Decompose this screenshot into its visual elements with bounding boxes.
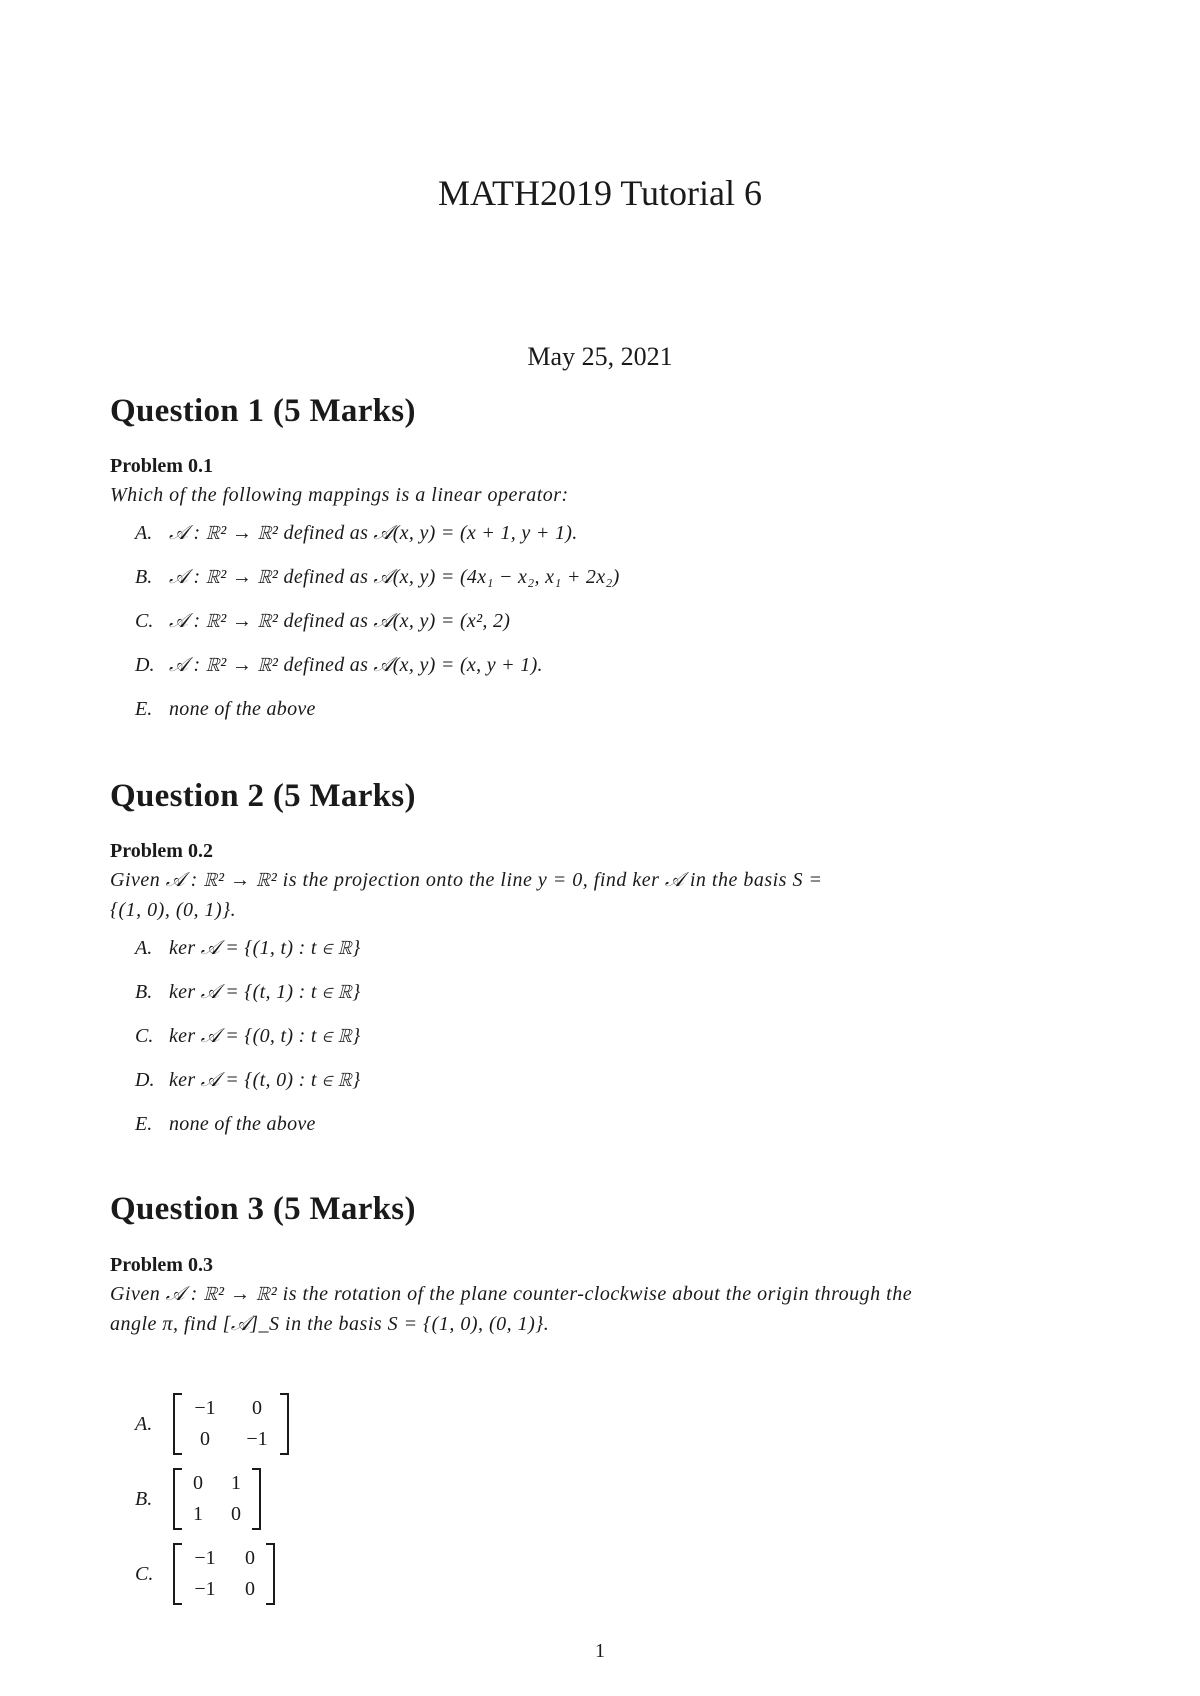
option-text: 𝒜 : ℝ² → ℝ² defined as 𝒜(x, y) = (x, y + 1). — [169, 654, 543, 676]
option-text: 𝒜 : ℝ² → ℝ² defined as 𝒜(x, y) = (4x₁ − x₂, x₁ + 2x₂) — [169, 566, 620, 588]
matrix — [173, 1393, 289, 1455]
problem-2-stem — [110, 865, 1095, 925]
option-letter: B. — [135, 981, 153, 1003]
option-text: 𝒜 : ℝ² → ℝ² defined as 𝒜(x, y) = (x + 1, y + 1). — [169, 522, 578, 544]
matrix-cell: −1 — [246, 1428, 268, 1450]
q2-option-b — [135, 981, 361, 1004]
matrix-left-bracket — [173, 1543, 182, 1605]
matrix-cell: 0 — [193, 1472, 203, 1494]
option-letter: C. — [135, 610, 154, 632]
question-2-heading: Question 2 (5 Marks) — [110, 778, 416, 814]
option-letter: B. — [135, 566, 153, 588]
q1-option-b — [135, 566, 620, 589]
matrix-cell: 0 — [245, 1578, 255, 1600]
q3-option-b — [135, 1467, 261, 1531]
matrix-right-bracket — [252, 1468, 261, 1530]
q1-option-d — [135, 654, 543, 677]
option-text: none of the above — [169, 1113, 316, 1135]
option-text: ker 𝒜 = {(t, 0) : t ∈ ℝ} — [169, 1069, 361, 1091]
matrix-right-bracket — [266, 1543, 275, 1605]
option-letter: A. — [135, 937, 153, 959]
page-number: 1 — [595, 1640, 605, 1662]
matrix-cell: 0 — [200, 1428, 210, 1450]
problem-1-stem: Which of the following mappings is a linear operator: — [110, 484, 569, 506]
q1-option-a — [135, 522, 578, 545]
option-letter: E. — [135, 1113, 153, 1135]
problem-2-stem-line-1: Given 𝒜 : ℝ² → ℝ² is the projection onto the line y = 0, find ker 𝒜 in the basis S = — [110, 869, 823, 891]
matrix-cell: −1 — [194, 1578, 216, 1600]
option-letter: B. — [135, 1487, 153, 1510]
q2-option-d — [135, 1069, 361, 1092]
matrix-right-bracket — [280, 1393, 289, 1455]
option-letter: E. — [135, 698, 153, 720]
option-letter: D. — [135, 654, 155, 676]
question-1-heading: Question 1 (5 Marks) — [110, 393, 416, 429]
problem-2-stem-line-2: {(1, 0), (0, 1)}. — [110, 899, 237, 921]
q1-option-e — [135, 698, 316, 721]
matrix — [173, 1468, 261, 1530]
matrix-left-bracket — [173, 1468, 182, 1530]
option-text: ker 𝒜 = {(t, 1) : t ∈ ℝ} — [169, 981, 361, 1003]
q2-option-c — [135, 1025, 361, 1048]
problem-3-label: Problem 0.3 — [110, 1254, 213, 1276]
problem-3-stem-line-1: Given 𝒜 : ℝ² → ℝ² is the rotation of the plane counter-clockwise about the origin through the — [110, 1283, 913, 1305]
option-letter: A. — [135, 1412, 153, 1435]
matrix-cell: 0 — [231, 1503, 241, 1525]
option-text: ker 𝒜 = {(1, t) : t ∈ ℝ} — [169, 937, 361, 959]
option-letter: C. — [135, 1025, 154, 1047]
option-letter: C. — [135, 1562, 154, 1585]
matrix-cell: 1 — [231, 1472, 241, 1494]
matrix-cell: 1 — [193, 1503, 203, 1525]
matrix — [173, 1543, 275, 1605]
matrix-cell: −1 — [194, 1397, 216, 1419]
matrix-cell: 0 — [252, 1397, 262, 1419]
matrix-cell: −1 — [194, 1547, 216, 1569]
problem-1-label: Problem 0.1 — [110, 455, 213, 477]
option-text: none of the above — [169, 698, 316, 720]
document-title: MATH2019 Tutorial 6 — [437, 173, 763, 213]
option-text: 𝒜 : ℝ² → ℝ² defined as 𝒜(x, y) = (x², 2) — [169, 610, 511, 632]
option-letter: A. — [135, 522, 153, 544]
problem-3-stem — [110, 1279, 1095, 1339]
q3-option-a — [135, 1392, 289, 1456]
q1-option-c — [135, 610, 510, 633]
matrix-cell: 0 — [245, 1547, 255, 1569]
q2-option-a — [135, 937, 361, 960]
option-letter: D. — [135, 1069, 155, 1091]
q3-option-c — [135, 1542, 275, 1606]
option-text: ker 𝒜 = {(0, t) : t ∈ ℝ} — [169, 1025, 361, 1047]
problem-2-label: Problem 0.2 — [110, 840, 213, 862]
document-date: May 25, 2021 — [527, 342, 673, 371]
problem-3-stem-line-2: angle π, find [𝒜]_S in the basis S = {(1, 0), (0, 1)}. — [110, 1313, 550, 1335]
question-3-heading: Question 3 (5 Marks) — [110, 1191, 416, 1227]
q2-option-e — [135, 1113, 316, 1136]
matrix-left-bracket — [173, 1393, 182, 1455]
